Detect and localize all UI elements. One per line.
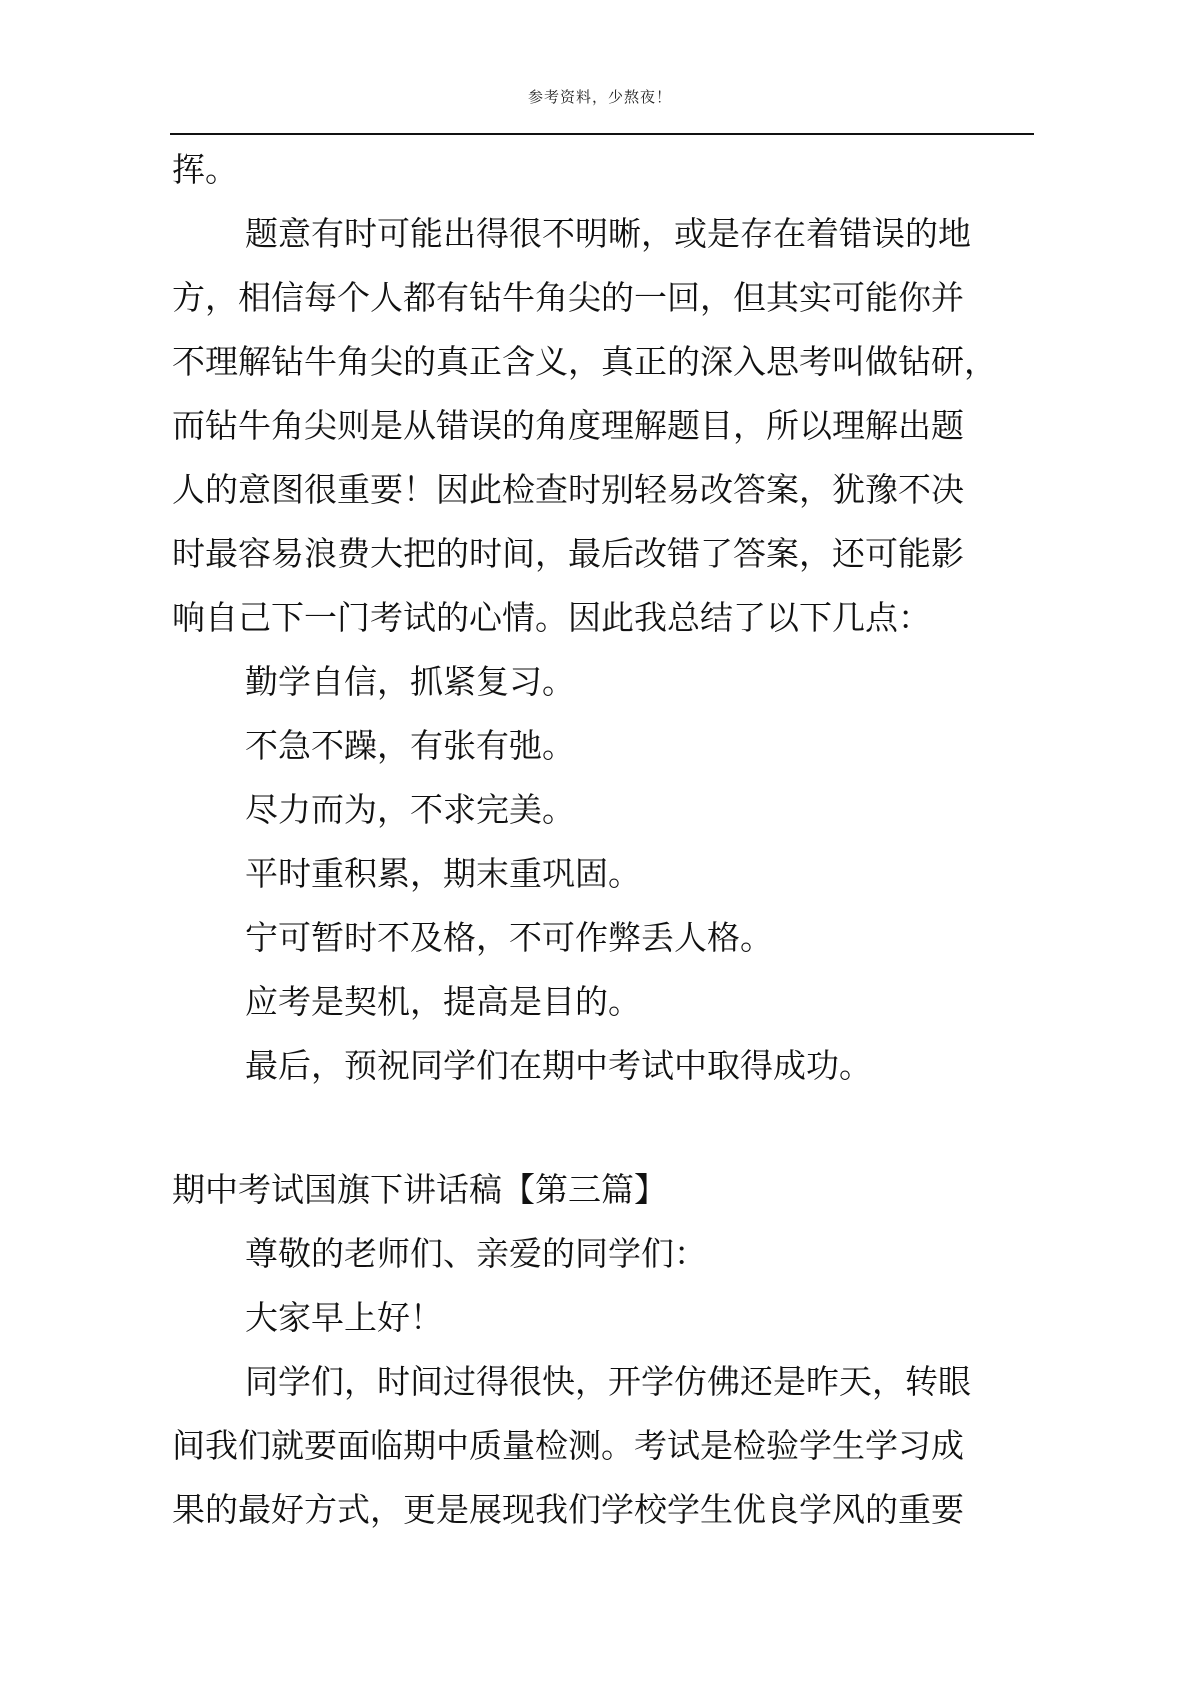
list-item: 尽力而为，不求完美。 [245,790,575,829]
paragraph-line: 时最容易浪费大把的时间，最后改错了答案，还可能影 [172,534,964,573]
paragraph-line: 不理解钻牛角尖的真正含义，真正的深入思考叫做钻研， [172,342,997,381]
section-title: 期中考试国旗下讲话稿【第三篇】 [172,1170,667,1209]
salutation: 尊敬的老师们、亲爱的同学们： [245,1234,707,1273]
paragraph-line: 挥。 [172,150,238,189]
paragraph-line: 响自己下一门考试的心情。因此我总结了以下几点： [172,598,931,637]
document-body [172,138,1052,1542]
paragraph-line: 果的最好方式，更是展现我们学校学生优良学风的重要 [172,1490,964,1529]
list-item: 应考是契机，提高是目的。 [245,982,641,1021]
list-item: 宁可暂时不及格，不可作弊丢人格。 [245,918,773,957]
page-header: 参考资料，少熬夜！ [527,88,672,106]
paragraph-line: 人的意图很重要！因此检查时别轻易改答案，犹豫不决 [172,470,964,509]
paragraph-line: 间我们就要面临期中质量检测。考试是检验学生学习成 [172,1426,964,1465]
greeting: 大家早上好！ [245,1298,443,1337]
paragraph-line: 同学们，时间过得很快，开学仿佛还是昨天，转眼 [245,1362,971,1401]
header-divider [170,133,1034,135]
paragraph-line: 题意有时可能出得很不明晰，或是存在着错误的地 [245,214,971,253]
paragraph-line: 而钻牛角尖则是从错误的角度理解题目，所以理解出题 [172,406,964,445]
paragraph-line: 方，相信每个人都有钻牛角尖的一回，但其实可能你并 [172,278,964,317]
list-item: 平时重积累，期末重巩固。 [245,854,641,893]
list-item: 勤学自信，抓紧复习。 [245,662,575,701]
section-gap [172,1098,1052,1158]
closing-line: 最后，预祝同学们在期中考试中取得成功。 [245,1046,872,1085]
list-item: 不急不躁，有张有弛。 [245,726,575,765]
